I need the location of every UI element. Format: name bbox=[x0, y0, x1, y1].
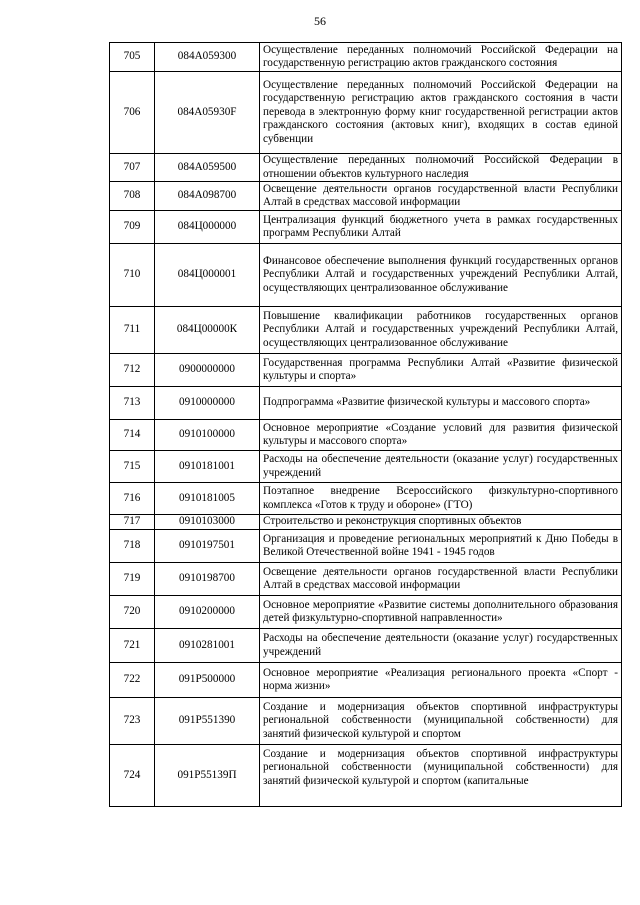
row-description: Осуществление переданных полномочий Российской Федерации на государственную регистрацию актов гражданского состояния bbox=[260, 43, 622, 72]
row-number: 723 bbox=[110, 698, 155, 745]
table-row bbox=[110, 72, 622, 154]
row-description: Освещение деятельности органов государственной власти Республики Алтай в средствах массовой информации bbox=[260, 182, 622, 211]
row-description: Основное мероприятие «Реализация регионального проекта «Спорт - норма жизни» bbox=[260, 663, 622, 698]
row-number: 715 bbox=[110, 451, 155, 483]
budget-code: 091P55139П bbox=[155, 745, 260, 807]
budget-code: 0910000000 bbox=[155, 387, 260, 420]
table-row bbox=[110, 211, 622, 244]
budget-code: 0900000000 bbox=[155, 354, 260, 387]
row-number: 714 bbox=[110, 420, 155, 451]
table-row bbox=[110, 244, 622, 307]
budget-code: 091P551390 bbox=[155, 698, 260, 745]
row-number: 722 bbox=[110, 663, 155, 698]
row-number: 709 bbox=[110, 211, 155, 244]
row-number: 717 bbox=[110, 515, 155, 530]
row-number: 711 bbox=[110, 307, 155, 354]
row-number: 718 bbox=[110, 530, 155, 563]
row-number: 706 bbox=[110, 72, 155, 154]
table-row bbox=[110, 307, 622, 354]
table-row bbox=[110, 596, 622, 629]
budget-code: 084A05930F bbox=[155, 72, 260, 154]
table-row bbox=[110, 387, 622, 420]
row-number: 721 bbox=[110, 629, 155, 663]
row-description: Повышение квалификации работников государственных органов Республики Алтай и государственных учреждений Республики Алтай, осуществляющих централизованное обслуживание bbox=[260, 307, 622, 354]
table-row bbox=[110, 182, 622, 211]
budget-code: 0910181005 bbox=[155, 483, 260, 515]
row-description: Строительство и реконструкция спортивных объектов bbox=[260, 515, 622, 530]
budget-code: 084Ц000001 bbox=[155, 244, 260, 307]
budget-code: 084Ц000000 bbox=[155, 211, 260, 244]
row-description: Основное мероприятие «Развитие системы дополнительного образования детей физкультурно-спортивной направленности» bbox=[260, 596, 622, 629]
row-number: 712 bbox=[110, 354, 155, 387]
table-row bbox=[110, 563, 622, 596]
budget-code: 084A059300 bbox=[155, 43, 260, 72]
budget-code: 084A098700 bbox=[155, 182, 260, 211]
table-row bbox=[110, 698, 622, 745]
budget-code: 0910198700 bbox=[155, 563, 260, 596]
table-row bbox=[110, 43, 622, 72]
row-description: Осуществление переданных полномочий Российской Федерации в отношении объектов культурного наследия bbox=[260, 154, 622, 182]
row-number: 707 bbox=[110, 154, 155, 182]
row-description: Освещение деятельности органов государственной власти Республики Алтай в средствах массовой информации bbox=[260, 563, 622, 596]
row-description: Поэтапное внедрение Всероссийского физкультурно-спортивного комплекса «Готов к труду и обороне» (ГТО) bbox=[260, 483, 622, 515]
row-number: 716 bbox=[110, 483, 155, 515]
table-row bbox=[110, 354, 622, 387]
table-row bbox=[110, 663, 622, 698]
row-description: Осуществление переданных полномочий Российской Федерации на государственную регистрацию актов гражданского состояния в части перевода в электронную форму книг государственной регистрации актов гражданского состояния (актовых книг), входящих в состав единой субвенции bbox=[260, 72, 622, 154]
budget-code-table bbox=[109, 42, 622, 807]
row-description: Финансовое обеспечение выполнения функций государственных органов Республики Алтай и государственных учреждений Республики Алтай, осуществляющих централизованное обслуживание bbox=[260, 244, 622, 307]
row-number: 710 bbox=[110, 244, 155, 307]
table-row bbox=[110, 629, 622, 663]
budget-code: 0910103000 bbox=[155, 515, 260, 530]
row-description: Создание и модернизация объектов спортивной инфраструктуры региональной собственности (муниципальной собственности) для занятий физической культурой и спортом bbox=[260, 698, 622, 745]
row-description: Государственная программа Республики Алтай «Развитие физической культуры и спорта» bbox=[260, 354, 622, 387]
budget-code: 084A059500 bbox=[155, 154, 260, 182]
row-description: Подпрограмма «Развитие физической культуры и массового спорта» bbox=[260, 387, 622, 420]
row-description: Расходы на обеспечение деятельности (оказание услуг) государственных учреждений bbox=[260, 629, 622, 663]
row-number: 708 bbox=[110, 182, 155, 211]
row-description: Расходы на обеспечение деятельности (оказание услуг) государственных учреждений bbox=[260, 451, 622, 483]
table-row bbox=[110, 483, 622, 515]
budget-code: 0910181001 bbox=[155, 451, 260, 483]
table-row bbox=[110, 530, 622, 563]
budget-code: 0910100000 bbox=[155, 420, 260, 451]
row-description: Основное мероприятие «Создание условий для развития физической культуры и массового спорта» bbox=[260, 420, 622, 451]
row-description: Создание и модернизация объектов спортивной инфраструктуры региональной собственности (муниципальной собственности) для занятий физической культурой и спортом (капитальные bbox=[260, 745, 622, 807]
budget-code: 0910281001 bbox=[155, 629, 260, 663]
row-description: Организация и проведение региональных мероприятий к Дню Победы в Великой Отечественной войне 1941 - 1945 годов bbox=[260, 530, 622, 563]
table-row bbox=[110, 451, 622, 483]
row-number: 724 bbox=[110, 745, 155, 807]
row-number: 720 bbox=[110, 596, 155, 629]
row-number: 713 bbox=[110, 387, 155, 420]
row-number: 705 bbox=[110, 43, 155, 72]
budget-code: 091P500000 bbox=[155, 663, 260, 698]
table-row bbox=[110, 515, 622, 530]
row-description: Централизация функций бюджетного учета в рамках государственных программ Республики Алтай bbox=[260, 211, 622, 244]
budget-code: 084Ц00000К bbox=[155, 307, 260, 354]
table-row bbox=[110, 420, 622, 451]
budget-code: 0910200000 bbox=[155, 596, 260, 629]
page-number: 56 bbox=[314, 14, 326, 28]
table-row bbox=[110, 154, 622, 182]
row-number: 719 bbox=[110, 563, 155, 596]
budget-code: 0910197501 bbox=[155, 530, 260, 563]
table-row bbox=[110, 745, 622, 807]
